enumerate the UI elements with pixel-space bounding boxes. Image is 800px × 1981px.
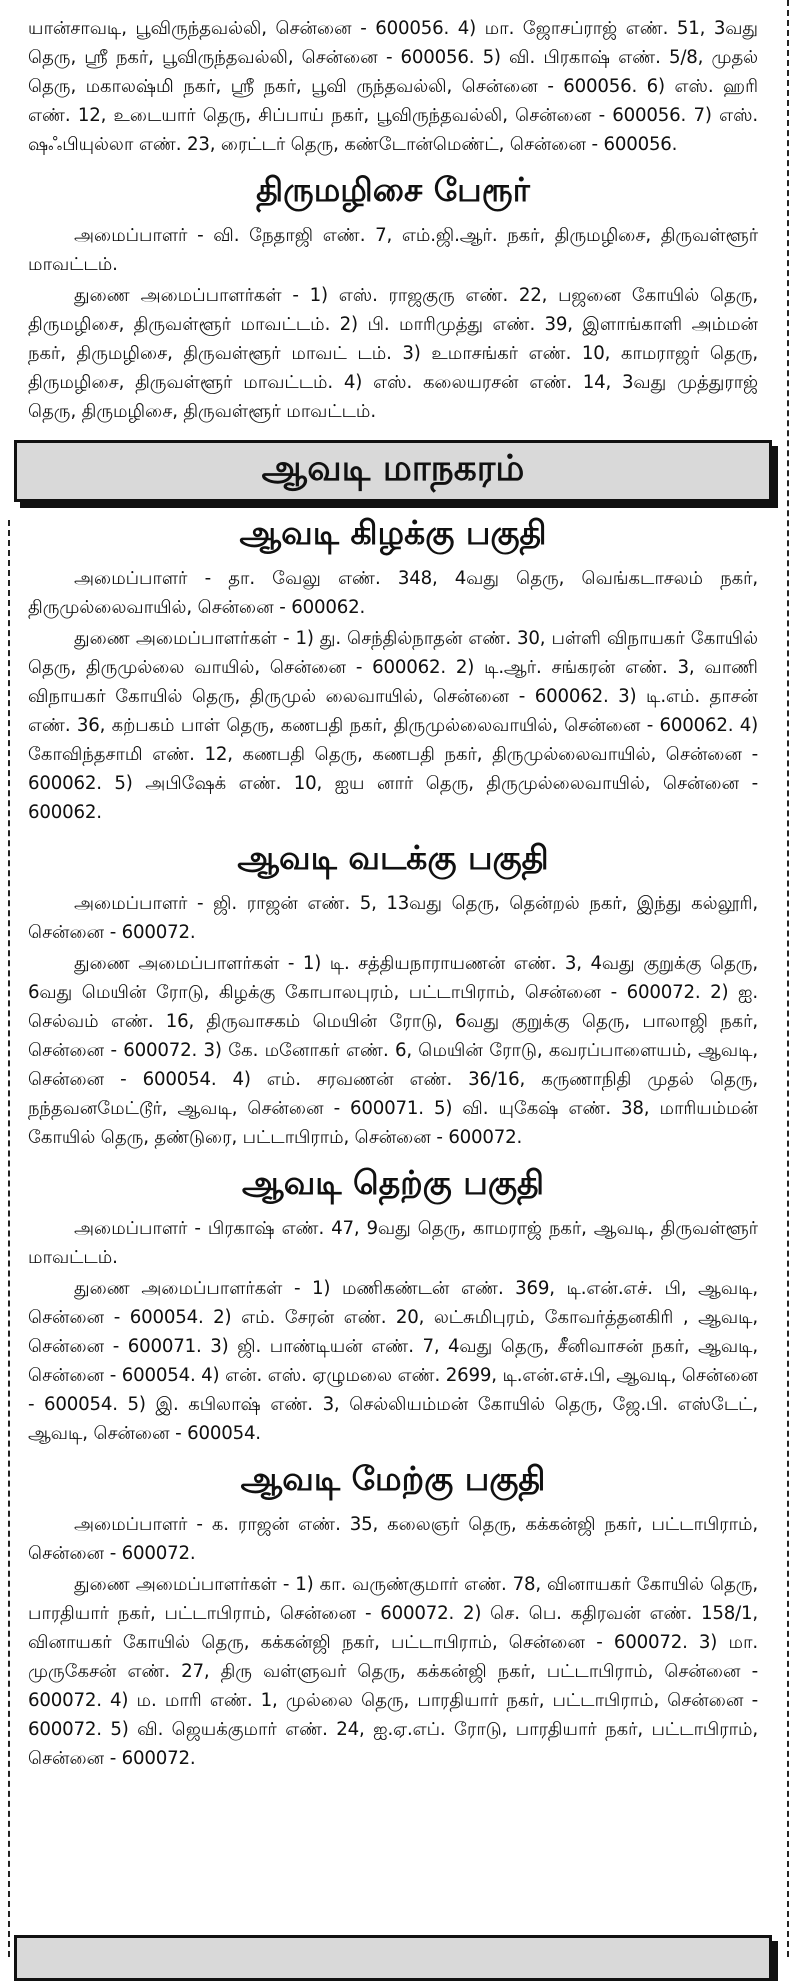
deputies-paragraph: துணை அமைப்பாளர்கள் - 1) எஸ். ராஜகுரு எண். 22, பஜனை கோயில் தெரு, திருமழிசை, திருவள்ளூர் மாவட்டம். 2) பி. மாரிமுத்து எண். 39, இளாங்காளி அம்மன் நகர், திருமழிசை, திருவள்ளூர் மாவட் டம். 3) உமாசங்கர் எண். 10, காமராஜர் தெரு, திருமழிசை, திருவள்ளூர் மாவட்டம். 4) எஸ். கலையரசன் எண். 14, 3வது முத்துராஜ் தெரு, திருமழிசை, திருவள்ளூர் மாவட்டம். [28,285,758,422]
organizer-paragraph: அமைப்பாளர் - பிரகாஷ் எண். 47, 9வது தெரு, காமராஜ் நகர், ஆவடி, திருவள்ளூர் மாவட்டம். [28,1218,758,1268]
section-heading: ஆவடி தெற்கு பகுதி [241,1163,545,1202]
deputies-paragraph: துணை அமைப்பாளர்கள் - 1) து. செந்தில்நாதன் எண். 30, பள்ளி விநாயகர் கோயில் தெரு, திருமுல்லை வாயில், சென்னை - 600062. 2) டி.ஆர். சங்கரன் எண். 3, வாணி விநாயகர் கோயில் தெரு, திருமுல் லைவாயில், சென்னை - 600062. 3) டி.எம். தாசன் எண். 36, கற்பகம் பாள் தெரு, கணபதி நகர், திருமுல்லைவாயில், சென்னை - 600062. 4) கோவிந்தசாமி எண். 12, கணபதி தெரு, கணபதி நகர், திருமுல்லைவாயில், சென்னை - 600062. 5) அபிஷேக் எண். 10, ஐய னார் தெரு, திருமுல்லைவாயில், சென்னை - 600062. [28,628,758,823]
section-heading: ஆவடி மேற்கு பகுதி [240,1459,546,1498]
article-column [28,14,758,1775]
organizer-paragraph: அமைப்பாளர் - க. ராஜன் எண். 35, கலைஞர் தெரு, கக்கன்ஜி நகர், பட்டாபிராம், சென்னை - 600072. [28,1514,758,1564]
section-thirumazhisai [28,169,758,426]
section-heading: ஆவடி வடக்கு பகுதி [237,838,549,877]
right-column-divider [787,0,789,1957]
organizer-paragraph: அமைப்பாளர் - வி. நேதாஜி எண். 7, எம்.ஜி.ஆர். நகர், திருமழிசை, திருவள்ளூர் மாவட்டம். [28,225,758,275]
left-column-divider [8,520,10,1957]
deputies-paragraph: துணை அமைப்பாளர்கள் - 1) கா. வருண்குமார் எண். 78, வினாயகர் கோயில் தெரு, பாரதியார் நகர், பட்டாபிராம், சென்னை - 600072. 2) செ. பெ. கதிரவன் எண். 158/1, வினாயகர் கோயில் தெரு, கக்கன்ஜி நகர், பட்டாபிராம், சென்னை - 600072. 3) மா. முருகேசன் எண். 27, திரு வள்ளுவர் தெரு, கக்கன்ஜி நகர், பட்டாபிராம், சென்னை - 600072. 4) ம. மாரி எண். 1, முல்லை தெரு, பாரதியார் நகர், பட்டாபிராம், சென்னை - 600072. 5) வி. ஜெயக்குமார் எண். 24, ஐ.ஏ.எப். ரோடு, பாரதியார் நகர், பட்டாபிராம், சென்னை - 600072. [28,1574,758,1769]
section-avadi-east [28,512,758,827]
section-avadi-south [28,1162,758,1448]
deputies-paragraph: துணை அமைப்பாளர்கள் - 1) டி. சத்தியநாராயணன் எண். 3, 4வது குறுக்கு தெரு, 6வது மெயின் ரோடு, கிழக்கு கோபாலபுரம், பட்டாபிராம், சென்னை - 600072. 2) ஐ. செல்வம் எண். 16, திருவாசகம் மெயின் ரோடு, 6வது குறுக்கு தெரு, பாலாஜி நகர், சென்னை - 600072. 3) கே. மனோகர் எண். 6, மெயின் ரோடு, கவரப்பாளையம், ஆவடி, சென்னை - 600054. 4) எம். சரவணன் எண். 36/16, கருணாநிதி முதல் தெரு, நந்தவனமேட்டூர், ஆவடி, சென்னை - 600071. 5) வி. யுகேஷ் எண். 38, மாரியம்மன் கோயில் தெரு, தண்டுரை, பட்டாபிராம், சென்னை - 600072. [28,953,758,1148]
deputies-paragraph: துணை அமைப்பாளர்கள் - 1) மணிகண்டன் எண். 369, டி.என்.எச். பி, ஆவடி, சென்னை - 600054. 2) எம். சேரன் எண். 20, லட்சுமிபுரம், கோவர்த்தனகிரி , ஆவடி, சென்னை - 600071. 3) ஜி. பாண்டியன் எண். 7, 4வது தெரு, சீனிவாசன் நகர், ஆவடி, சென்னை - 600054. 4) என். எஸ். ஏழுமலை எண். 2699, டி.என்.எச்.பி, ஆவடி, சென்னை - 600054. 5) இ. கபிலாஷ் எண். 3, செல்லியம்மன் கோயில் தெரு, ஜே.பி. எஸ்டேட், ஆவடி, சென்னை - 600054. [28,1278,758,1444]
avadi-banner [14,440,772,502]
section-avadi-west [28,1458,758,1773]
intro-paragraph: யான்சாவடி, பூவிருந்தவல்லி, சென்னை - 600056. 4) மா. ஜோசப்ராஜ் எண். 51, 3வது தெரு, ஸ்ரீ நகர், பூவிருந்தவல்லி, சென்னை - 600056. 5) வி. பிரகாஷ் எண். 5/8, முதல் தெரு, மகாலஷ்மி நகர், ஸ்ரீ நகர், பூவி ருந்தவல்லி, சென்னை - 600056. 6) எஸ். ஹரி எண். 12, உடையார் தெரு, சிப்பாய் நகர், பூவிருந்தவல்லி, சென்னை - 600056. 7) எஸ். ஷஃபியுல்லா எண். 23, ரைட்டர் தெரு, கண்டோன்மெண்ட், சென்னை - 600056. [28,18,758,155]
banner-title: ஆவடி மாநகரம் [261,448,525,489]
organizer-paragraph: அமைப்பாளர் - தா. வேலு எண். 348, 4வது தெரு, வெங்கடாசலம் நகர், திருமுல்லைவாயில், சென்னை - 600062. [28,568,758,618]
section-heading: திருமழிசை பேரூர் [256,170,530,209]
organizer-paragraph: அமைப்பாளர் - ஜி. ராஜன் எண். 5, 13வது தெரு, தென்றல் நகர், இந்து கல்லூரி, சென்னை - 600072. [28,893,758,943]
section-heading: ஆவடி கிழக்கு பகுதி [239,513,547,552]
section-avadi-north [28,837,758,1152]
next-section-banner-partial [14,1935,772,1981]
